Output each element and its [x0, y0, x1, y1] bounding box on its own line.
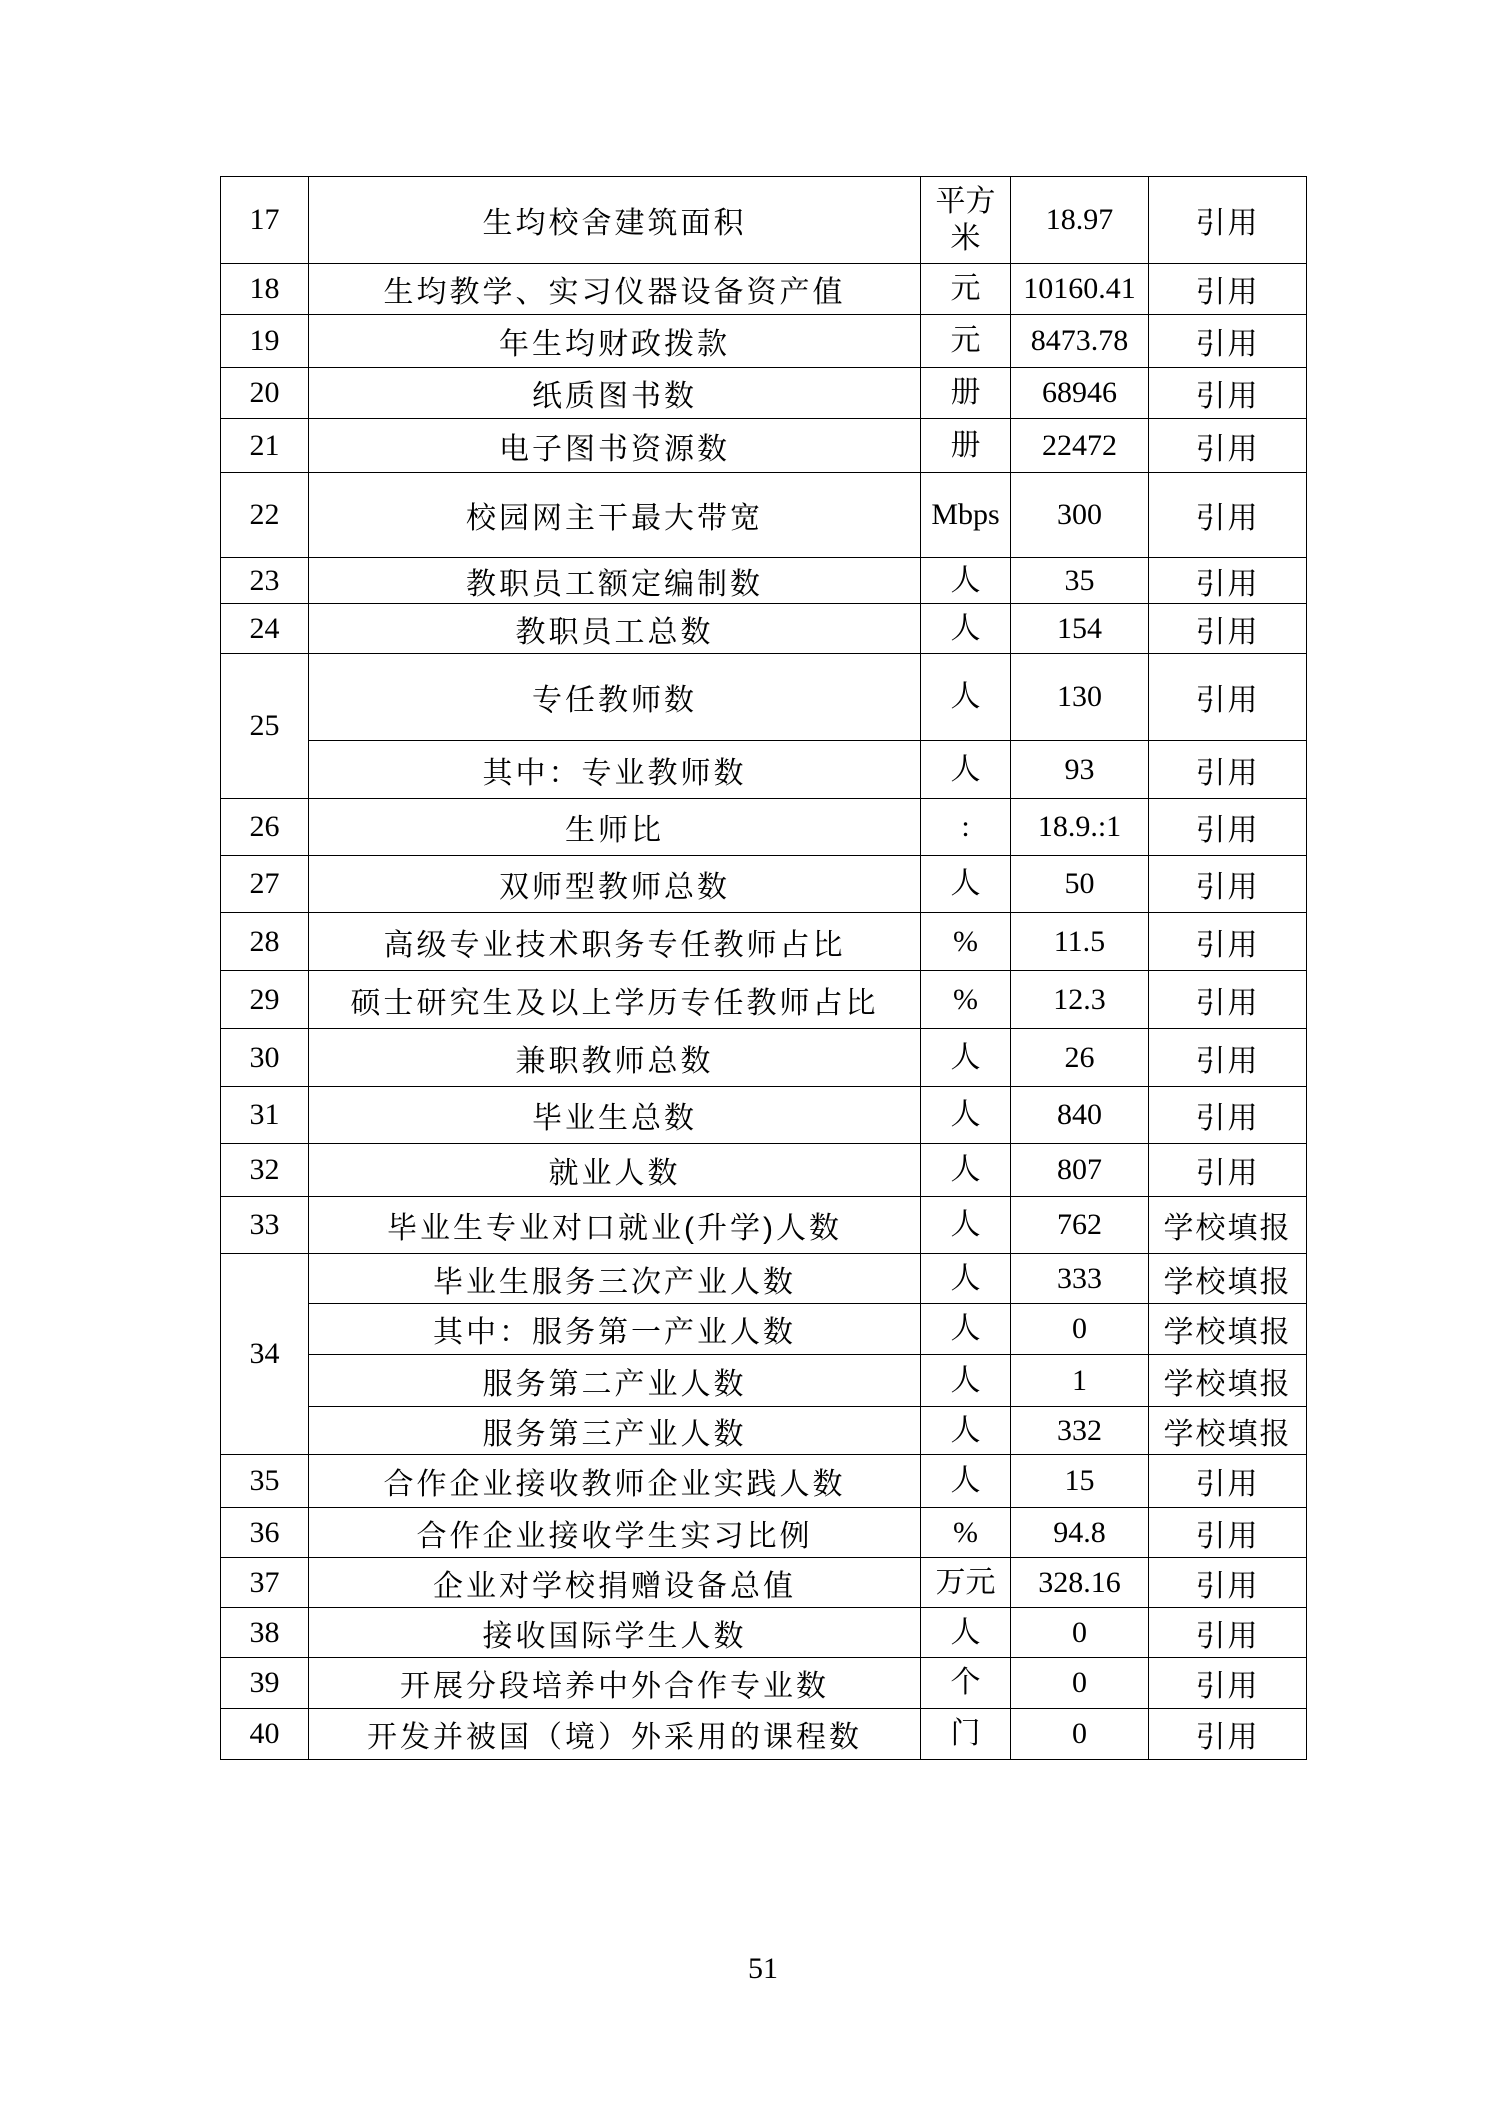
- indicator-name: 生师比: [309, 799, 921, 856]
- indicator-unit: 人: [921, 1254, 1011, 1304]
- indicator-name: 服务第三产业人数: [309, 1407, 921, 1455]
- indicator-value: 762: [1011, 1197, 1149, 1254]
- indicator-name: 开发并被国（境）外采用的课程数: [309, 1709, 921, 1760]
- indicator-value: 0: [1011, 1658, 1149, 1709]
- indicator-unit: 元: [921, 315, 1011, 368]
- row-number: 17: [221, 177, 309, 264]
- indicator-table: [220, 176, 1307, 1760]
- data-source: 引用: [1149, 913, 1307, 971]
- indicator-unit: 册: [921, 368, 1011, 419]
- indicator-value: 93: [1011, 741, 1149, 799]
- indicator-value: 22472: [1011, 419, 1149, 473]
- indicator-name: 专任教师数: [309, 654, 921, 741]
- table-row: [221, 264, 1307, 315]
- table-row: [221, 1709, 1307, 1760]
- indicator-value: 0: [1011, 1608, 1149, 1658]
- indicator-value: 8473.78: [1011, 315, 1149, 368]
- row-number: 21: [221, 419, 309, 473]
- row-number: 28: [221, 913, 309, 971]
- indicator-unit: %: [921, 1508, 1011, 1558]
- table-row: [221, 1608, 1307, 1658]
- indicator-unit: 人: [921, 1144, 1011, 1197]
- data-source: 引用: [1149, 604, 1307, 654]
- indicator-value: 154: [1011, 604, 1149, 654]
- indicator-unit: 人: [921, 1029, 1011, 1087]
- indicator-name: 双师型教师总数: [309, 856, 921, 913]
- row-number: 30: [221, 1029, 309, 1087]
- data-source: 引用: [1149, 1144, 1307, 1197]
- indicator-value: 0: [1011, 1304, 1149, 1355]
- indicator-unit: 人: [921, 1197, 1011, 1254]
- indicator-unit: 人: [921, 1087, 1011, 1144]
- indicator-value: 12.3: [1011, 971, 1149, 1029]
- indicator-name: 校园网主干最大带宽: [309, 473, 921, 558]
- indicator-name: 纸质图书数: [309, 368, 921, 419]
- indicator-unit: 个: [921, 1658, 1011, 1709]
- indicator-unit: 平方米: [921, 177, 1011, 264]
- indicator-unit: 人: [921, 1608, 1011, 1658]
- table-row: [221, 177, 1307, 264]
- data-source: 引用: [1149, 1658, 1307, 1709]
- indicator-name: 合作企业接收教师企业实践人数: [309, 1455, 921, 1508]
- indicator-unit: 人: [921, 604, 1011, 654]
- table-row: [221, 1355, 1307, 1407]
- indicator-name: 教职员工总数: [309, 604, 921, 654]
- data-source: 引用: [1149, 799, 1307, 856]
- indicator-unit: 人: [921, 856, 1011, 913]
- table-row: [221, 1254, 1307, 1304]
- row-number: 19: [221, 315, 309, 368]
- data-source: 引用: [1149, 971, 1307, 1029]
- indicator-value: 0: [1011, 1709, 1149, 1760]
- table-row: [221, 1304, 1307, 1355]
- indicator-name: 其中：专业教师数: [309, 741, 921, 799]
- indicator-value: 328.16: [1011, 1558, 1149, 1608]
- row-number: 20: [221, 368, 309, 419]
- data-source: 引用: [1149, 1558, 1307, 1608]
- row-number: 33: [221, 1197, 309, 1254]
- table-row: [221, 473, 1307, 558]
- indicator-unit: %: [921, 913, 1011, 971]
- row-number: 32: [221, 1144, 309, 1197]
- indicator-name: 企业对学校捐赠设备总值: [309, 1558, 921, 1608]
- data-source: 引用: [1149, 1709, 1307, 1760]
- data-source: 引用: [1149, 1608, 1307, 1658]
- indicator-value: 11.5: [1011, 913, 1149, 971]
- row-number: 36: [221, 1508, 309, 1558]
- table-row: [221, 604, 1307, 654]
- row-number: 24: [221, 604, 309, 654]
- indicator-value: 68946: [1011, 368, 1149, 419]
- table-row: [221, 1144, 1307, 1197]
- table-row: [221, 1087, 1307, 1144]
- indicator-name: 兼职教师总数: [309, 1029, 921, 1087]
- indicator-name: 服务第二产业人数: [309, 1355, 921, 1407]
- row-number: 34: [221, 1254, 309, 1455]
- row-number: 23: [221, 558, 309, 604]
- data-source: 引用: [1149, 1029, 1307, 1087]
- table-row: [221, 1029, 1307, 1087]
- row-number: 22: [221, 473, 309, 558]
- indicator-name: 接收国际学生人数: [309, 1608, 921, 1658]
- indicator-value: 333: [1011, 1254, 1149, 1304]
- table-row: [221, 913, 1307, 971]
- indicator-value: 300: [1011, 473, 1149, 558]
- indicator-value: 15: [1011, 1455, 1149, 1508]
- indicator-name: 生均教学、实习仪器设备资产值: [309, 264, 921, 315]
- table-row: [221, 419, 1307, 473]
- row-number: 26: [221, 799, 309, 856]
- table-row: [221, 1658, 1307, 1709]
- indicator-value: 94.8: [1011, 1508, 1149, 1558]
- row-number: 18: [221, 264, 309, 315]
- indicator-unit: 人: [921, 1407, 1011, 1455]
- table-row: [221, 971, 1307, 1029]
- row-number: 40: [221, 1709, 309, 1760]
- row-number: 31: [221, 1087, 309, 1144]
- data-source: 引用: [1149, 473, 1307, 558]
- table-row: [221, 315, 1307, 368]
- indicator-name: 年生均财政拨款: [309, 315, 921, 368]
- indicator-value: 1: [1011, 1355, 1149, 1407]
- table-row: [221, 558, 1307, 604]
- indicator-unit: 门: [921, 1709, 1011, 1760]
- indicator-unit: 人: [921, 1304, 1011, 1355]
- data-source: 引用: [1149, 419, 1307, 473]
- indicator-name: 教职员工额定编制数: [309, 558, 921, 604]
- row-number: 25: [221, 654, 309, 799]
- data-source: 引用: [1149, 368, 1307, 419]
- indicator-name: 硕士研究生及以上学历专任教师占比: [309, 971, 921, 1029]
- row-number: 39: [221, 1658, 309, 1709]
- data-source: 引用: [1149, 654, 1307, 741]
- table-row: [221, 741, 1307, 799]
- indicator-value: 35: [1011, 558, 1149, 604]
- indicator-value: 807: [1011, 1144, 1149, 1197]
- table-row: [221, 856, 1307, 913]
- data-source: 引用: [1149, 558, 1307, 604]
- indicator-unit: %: [921, 971, 1011, 1029]
- data-source: 学校填报: [1149, 1304, 1307, 1355]
- data-source: 引用: [1149, 264, 1307, 315]
- indicator-table-body: [221, 177, 1307, 1760]
- data-source: 学校填报: [1149, 1197, 1307, 1254]
- indicator-unit: 人: [921, 654, 1011, 741]
- table-row: [221, 654, 1307, 741]
- row-number: 35: [221, 1455, 309, 1508]
- table-row: [221, 1197, 1307, 1254]
- indicator-name: 电子图书资源数: [309, 419, 921, 473]
- data-source: 学校填报: [1149, 1355, 1307, 1407]
- indicator-unit: :: [921, 799, 1011, 856]
- table-row: [221, 1455, 1307, 1508]
- indicator-value: 130: [1011, 654, 1149, 741]
- indicator-value: 10160.41: [1011, 264, 1149, 315]
- indicator-value: 50: [1011, 856, 1149, 913]
- data-source: 引用: [1149, 1455, 1307, 1508]
- table-row: [221, 1508, 1307, 1558]
- indicator-unit: 人: [921, 741, 1011, 799]
- indicator-name: 其中：服务第一产业人数: [309, 1304, 921, 1355]
- indicator-unit: Mbps: [921, 473, 1011, 558]
- indicator-unit: 人: [921, 1455, 1011, 1508]
- indicator-name: 毕业生专业对口就业(升学)人数: [309, 1197, 921, 1254]
- indicator-unit: 人: [921, 1355, 1011, 1407]
- indicator-name: 毕业生服务三次产业人数: [309, 1254, 921, 1304]
- table-row: [221, 1407, 1307, 1455]
- row-number: 27: [221, 856, 309, 913]
- table-row: [221, 1558, 1307, 1608]
- data-source: 引用: [1149, 1508, 1307, 1558]
- indicator-unit: 人: [921, 558, 1011, 604]
- indicator-name: 开展分段培养中外合作专业数: [309, 1658, 921, 1709]
- indicator-name: 就业人数: [309, 1144, 921, 1197]
- indicator-unit: 册: [921, 419, 1011, 473]
- data-source: 引用: [1149, 1087, 1307, 1144]
- row-number: 29: [221, 971, 309, 1029]
- indicator-value: 332: [1011, 1407, 1149, 1455]
- data-source: 引用: [1149, 177, 1307, 264]
- indicator-unit: 元: [921, 264, 1011, 315]
- data-source: 引用: [1149, 741, 1307, 799]
- indicator-name: 毕业生总数: [309, 1087, 921, 1144]
- data-source: 引用: [1149, 856, 1307, 913]
- row-number: 37: [221, 1558, 309, 1608]
- table-row: [221, 368, 1307, 419]
- data-source: 学校填报: [1149, 1254, 1307, 1304]
- indicator-value: 18.97: [1011, 177, 1149, 264]
- indicator-unit: 万元: [921, 1558, 1011, 1608]
- row-number: 38: [221, 1608, 309, 1658]
- indicator-name: 合作企业接收学生实习比例: [309, 1508, 921, 1558]
- data-source: 学校填报: [1149, 1407, 1307, 1455]
- indicator-name: 生均校舍建筑面积: [309, 177, 921, 264]
- indicator-value: 26: [1011, 1029, 1149, 1087]
- indicator-value: 18.9.:1: [1011, 799, 1149, 856]
- table-row: [221, 799, 1307, 856]
- data-source: 引用: [1149, 315, 1307, 368]
- indicator-value: 840: [1011, 1087, 1149, 1144]
- page-number: 51: [748, 1952, 778, 1985]
- indicator-name: 高级专业技术职务专任教师占比: [309, 913, 921, 971]
